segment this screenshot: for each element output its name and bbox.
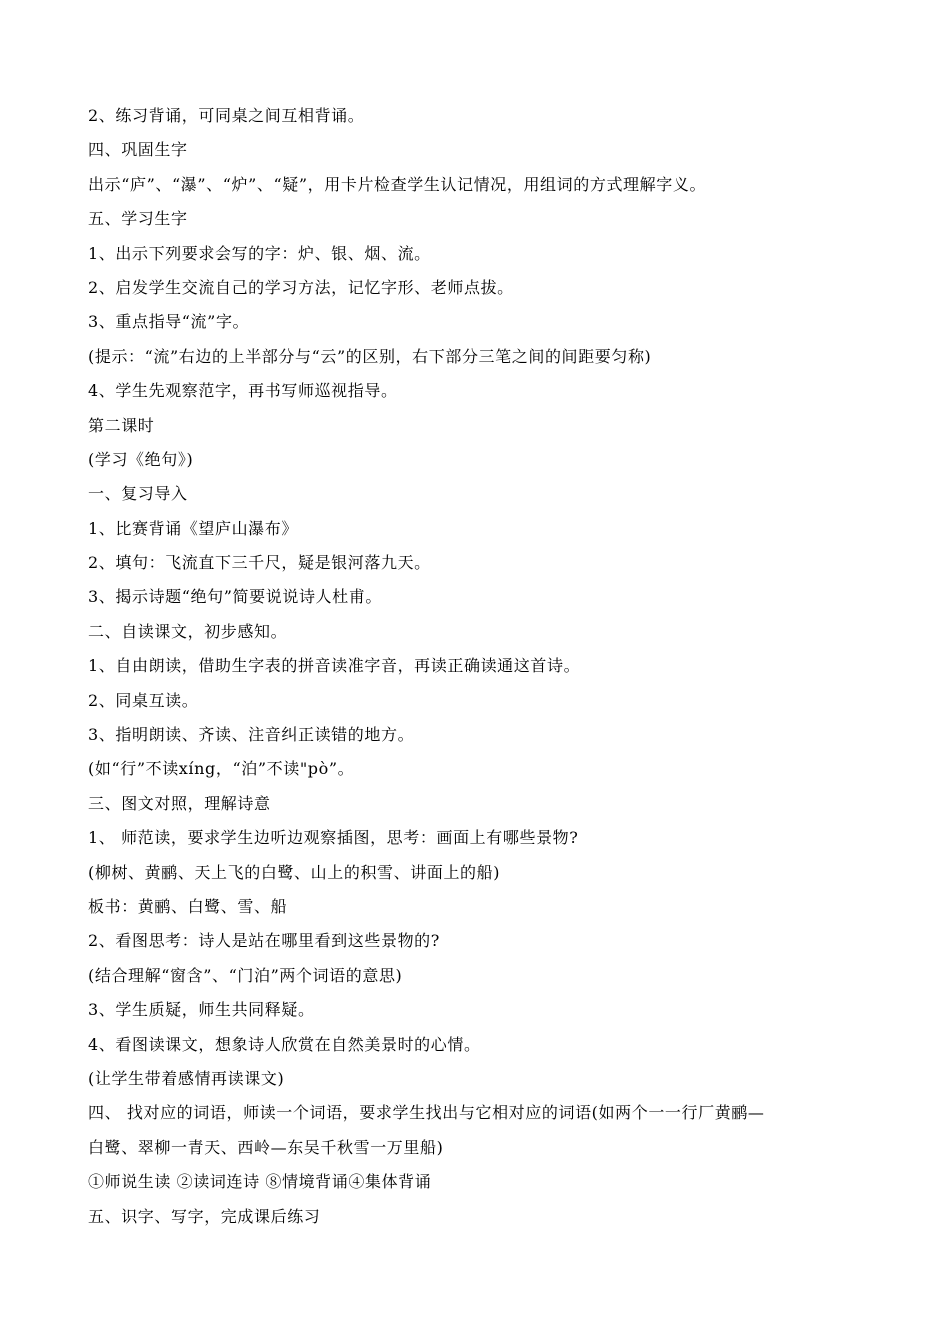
text-line: 2、启发学生交流自己的学习方法，记忆字形、老师点拔。	[88, 277, 514, 297]
text-line: 1、比赛背诵《望庐山瀑布》	[88, 518, 298, 538]
section-heading: 二、自读课文，初步感知。	[88, 621, 288, 641]
text-line: 出示“庐”、“瀑”、“炉”、“疑”，用卡片检查学生认记情况，用组词的方式理解字义。	[88, 174, 707, 194]
section-heading: 五、学习生字	[88, 209, 188, 229]
text-line: (让学生带着感情再读课文)	[88, 1068, 285, 1088]
text-line: 4、学生先观察范字，再书写师巡视指导。	[88, 381, 398, 401]
text-line: 1、 师范读，要求学生边听边观察插图，思考：画面上有哪些景物?	[88, 828, 579, 848]
text-line: 2、看图思考：诗人是站在哪里看到这些景物的?	[88, 931, 440, 951]
text-line: 2、填句：飞流直下三千尺，疑是银河落九天。	[88, 553, 431, 573]
text-line: 3、重点指导“流”字。	[88, 312, 250, 332]
section-heading: 一、复习导入	[88, 484, 188, 504]
text-line: 2、练习背诵，可同桌之间互相背诵。	[88, 106, 365, 125]
section-heading: 五、识字、写字，完成课后练习	[88, 1206, 321, 1226]
text-line: 3、指明朗读、齐读、注音纠正读错的地方。	[88, 725, 415, 745]
text-line: 2、同桌互读。	[88, 690, 199, 710]
text-line: 板书：黄鹂、白鹭、雪、船	[88, 896, 288, 916]
text-line: 白鹭、翠柳一青天、西岭—东吴千秋雪一万里船)	[88, 1137, 444, 1157]
text-line: (结合理解“窗含”、“门泊”两个词语的意思)	[88, 965, 403, 985]
section-heading: 三、图文对照，理解诗意	[88, 793, 271, 813]
section-heading: 四、巩固生字	[88, 140, 188, 160]
text-line: 4、看图读课文，想象诗人欣赏在自然美景时的心情。	[88, 1034, 481, 1054]
text-line: (提示：“流”右边的上半部分与“云”的区别，右下部分三笔之间的间距要匀称)	[88, 346, 652, 366]
lesson-heading: 第二课时	[88, 415, 155, 435]
text-line: (如“行”不读xíng，“泊”不读"pò”。	[88, 759, 355, 779]
text-line: (学习《绝句》)	[88, 449, 194, 469]
document-body	[88, 99, 888, 1234]
text-line: (柳树、黄鹂、天上飞的白鹭、山上的积雪、讲面上的船)	[88, 862, 501, 882]
text-line: 3、揭示诗题“绝句”简要说说诗人杜甫。	[88, 587, 382, 607]
section-heading: 四、 找对应的词语，师读一个词语，要求学生找出与它相对应的词语(如两个一一行厂黄鹂—	[88, 1103, 765, 1123]
text-line: 1、出示下列要求会写的字：炉、银、烟、流。	[88, 243, 431, 263]
text-line: 3、学生质疑，师生共同释疑。	[88, 1000, 315, 1020]
text-line: ①师说生读 ②读词连诗 ⑧情境背诵④集体背诵	[88, 1172, 432, 1192]
text-line: 1、自由朗读，借助生字表的拼音读准字音，再读正确读通这首诗。	[88, 656, 581, 676]
